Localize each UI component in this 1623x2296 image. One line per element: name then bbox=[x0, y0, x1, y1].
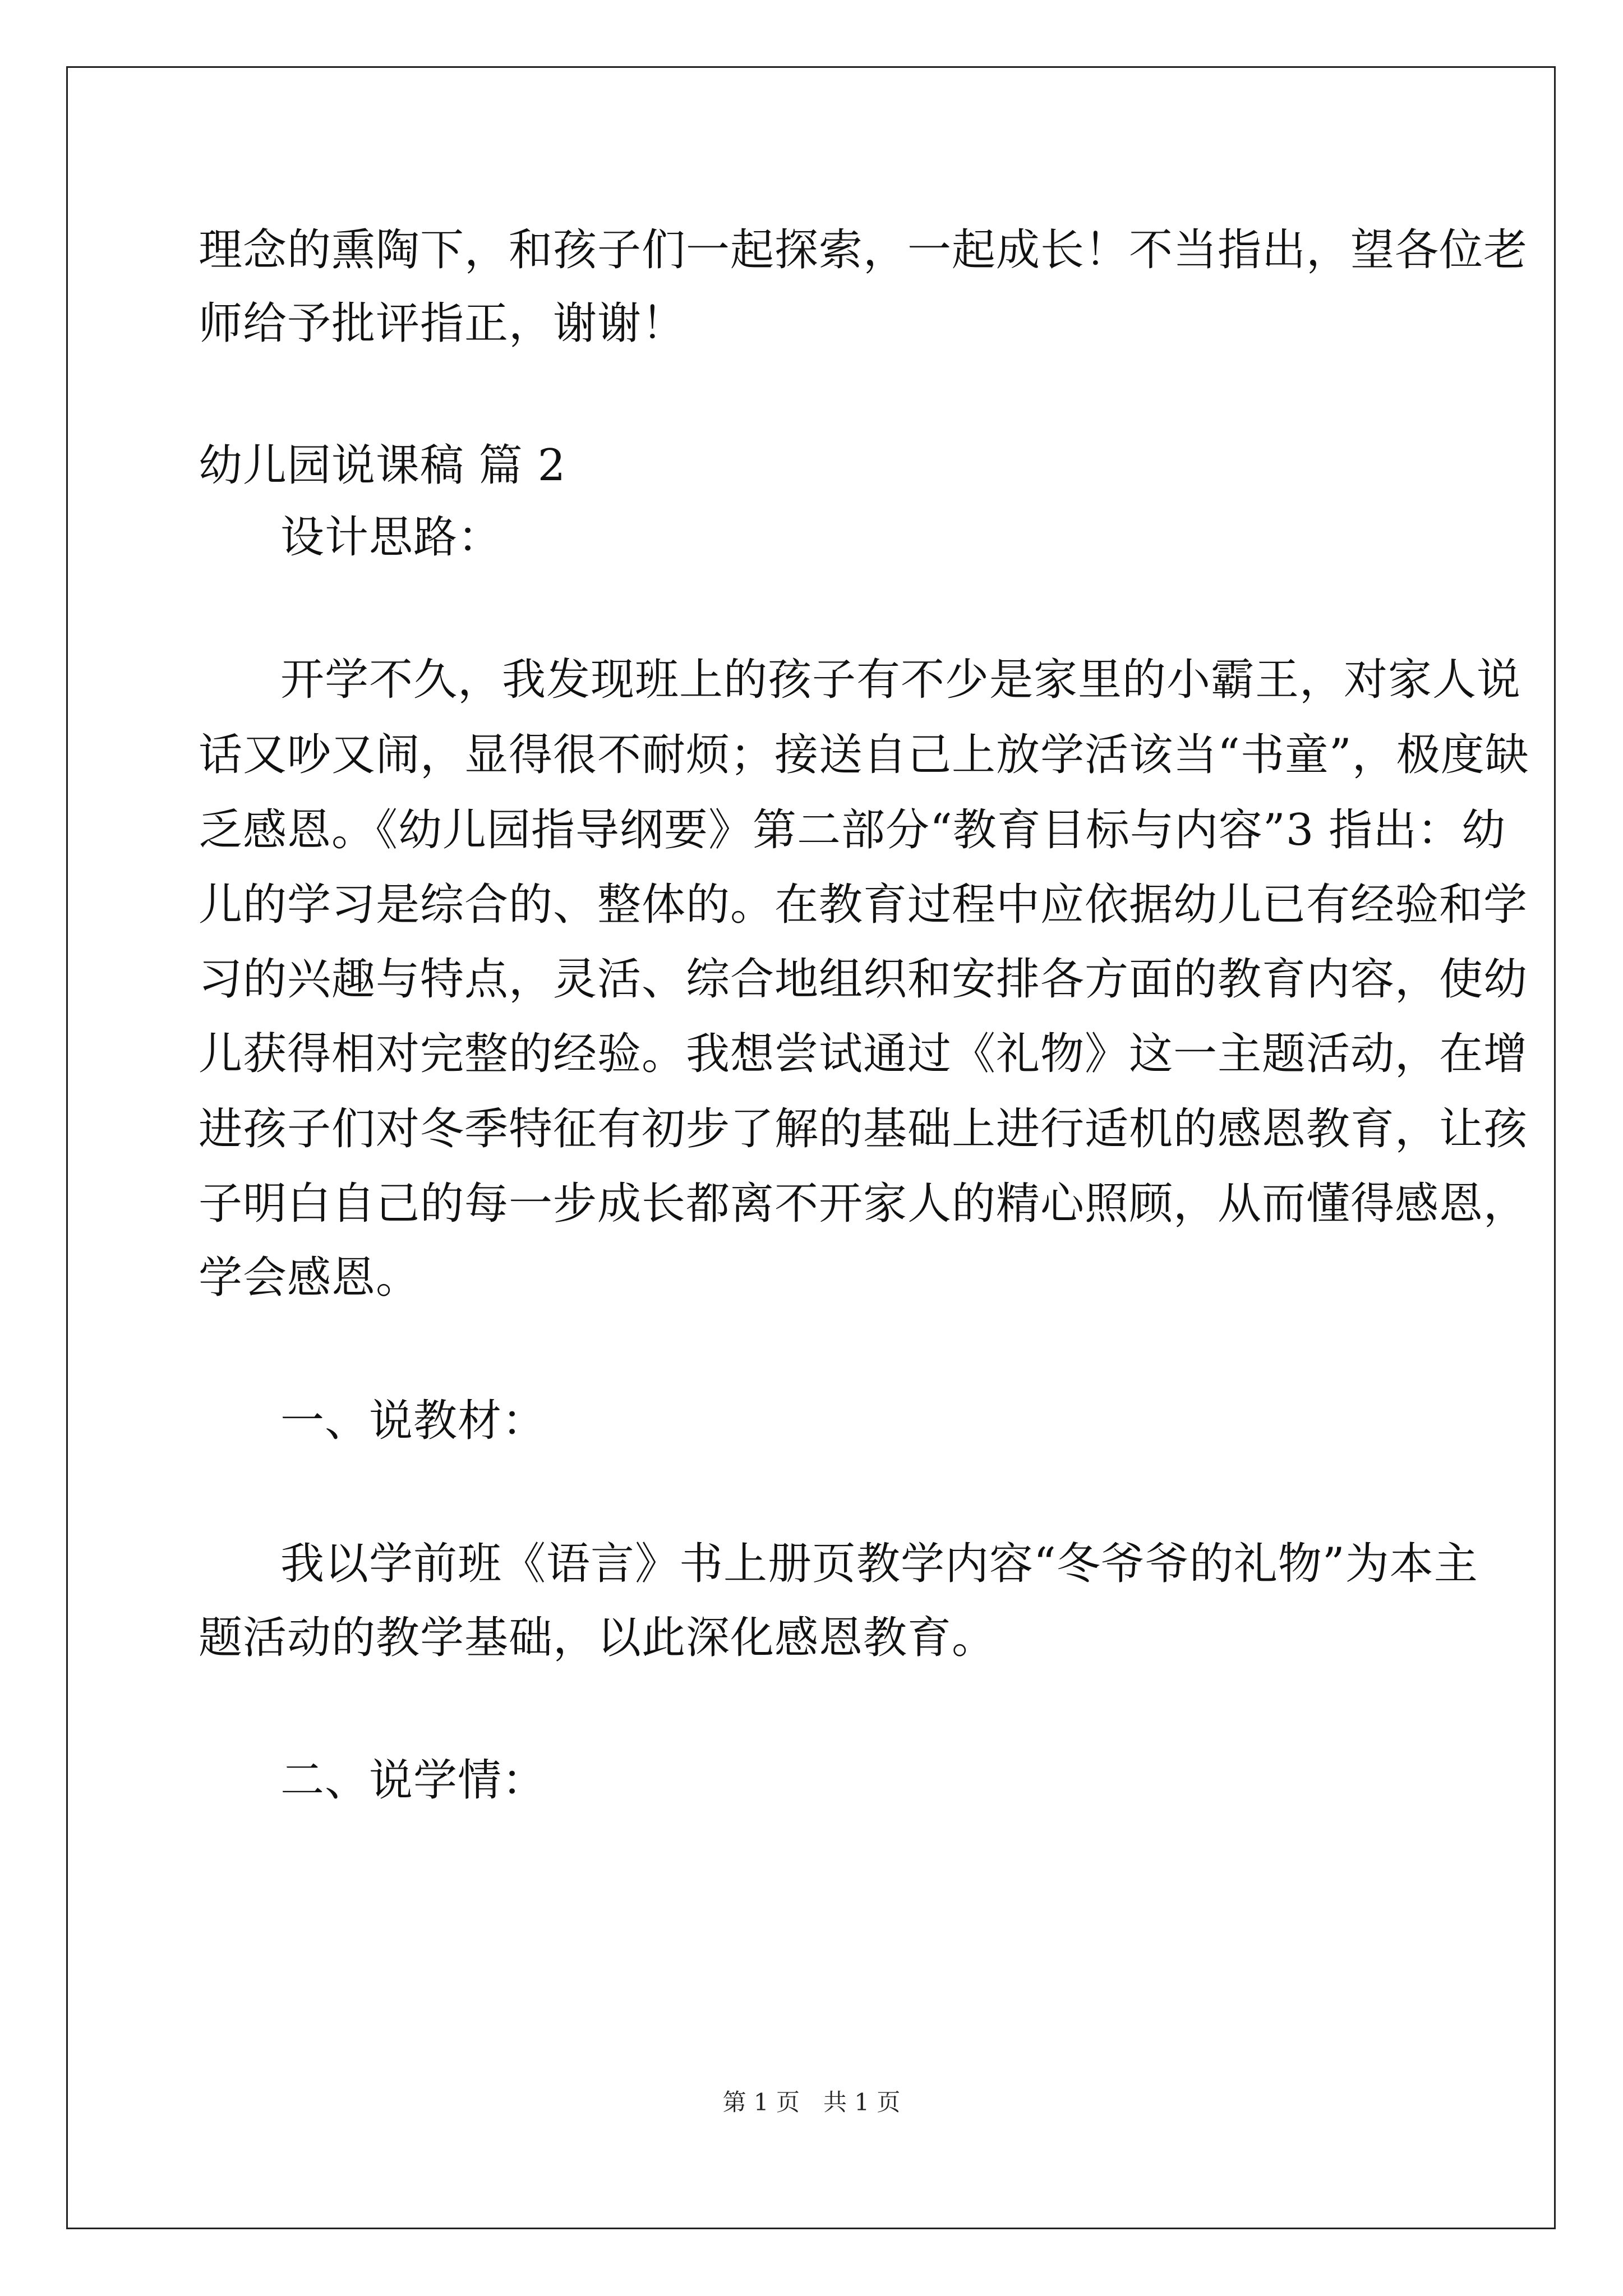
paragraph-line: 儿的学习是综合的、整体的。在教育过程中应依据幼儿已有经验和学 bbox=[199, 880, 1528, 930]
paragraph-line: 理念的熏陶下，和孩子们一起探索，一起成长！不当指出，望各位老 bbox=[199, 225, 1528, 275]
paragraph-line: 师给予批评指正，谢谢！ bbox=[199, 298, 686, 349]
paragraph-line: 乏感恩。《幼儿园指导纲要》第二部分“教育目标与内容”3 指出：幼 bbox=[199, 805, 1506, 855]
paragraph-line: 进孩子们对冬季特征有初步了解的基础上进行适机的感恩教育，让孩 bbox=[199, 1104, 1528, 1154]
paragraph-line: 题活动的教学基础，以此深化感恩教育。 bbox=[199, 1613, 997, 1663]
subheading: 一、说教材： bbox=[280, 1396, 547, 1446]
paragraph-line: 习的兴趣与特点，灵活、综合地组织和安排各方面的教育内容，使幼 bbox=[199, 954, 1528, 1005]
page-number: 第 1 页 共 1 页 bbox=[722, 2088, 901, 2116]
paragraph-line: 子明白自己的每一步成长都离不开家人的精心照顾，从而懂得感恩， bbox=[199, 1179, 1528, 1229]
paragraph-line: 学会感恩。 bbox=[199, 1253, 421, 1303]
paragraph-line: 开学不久，我发现班上的孩子有不少是家里的小霸王，对家人说 bbox=[280, 655, 1521, 705]
paragraph-line: 话又吵又闹，显得很不耐烦；接送自己上放学活该当“书童”，极度缺 bbox=[199, 730, 1529, 780]
paragraph-line: 我以学前班《语言》书上册页教学内容“冬爷爷的礼物”为本主 bbox=[280, 1539, 1478, 1589]
subheading: 设计思路： bbox=[280, 512, 502, 563]
paragraph-line: 儿获得相对完整的经验。我想尝试通过《礼物》这一主题活动，在增 bbox=[199, 1029, 1528, 1079]
subheading: 二、说学情： bbox=[280, 1755, 547, 1806]
section-heading: 幼儿园说课稿 篇 2 bbox=[199, 440, 566, 491]
